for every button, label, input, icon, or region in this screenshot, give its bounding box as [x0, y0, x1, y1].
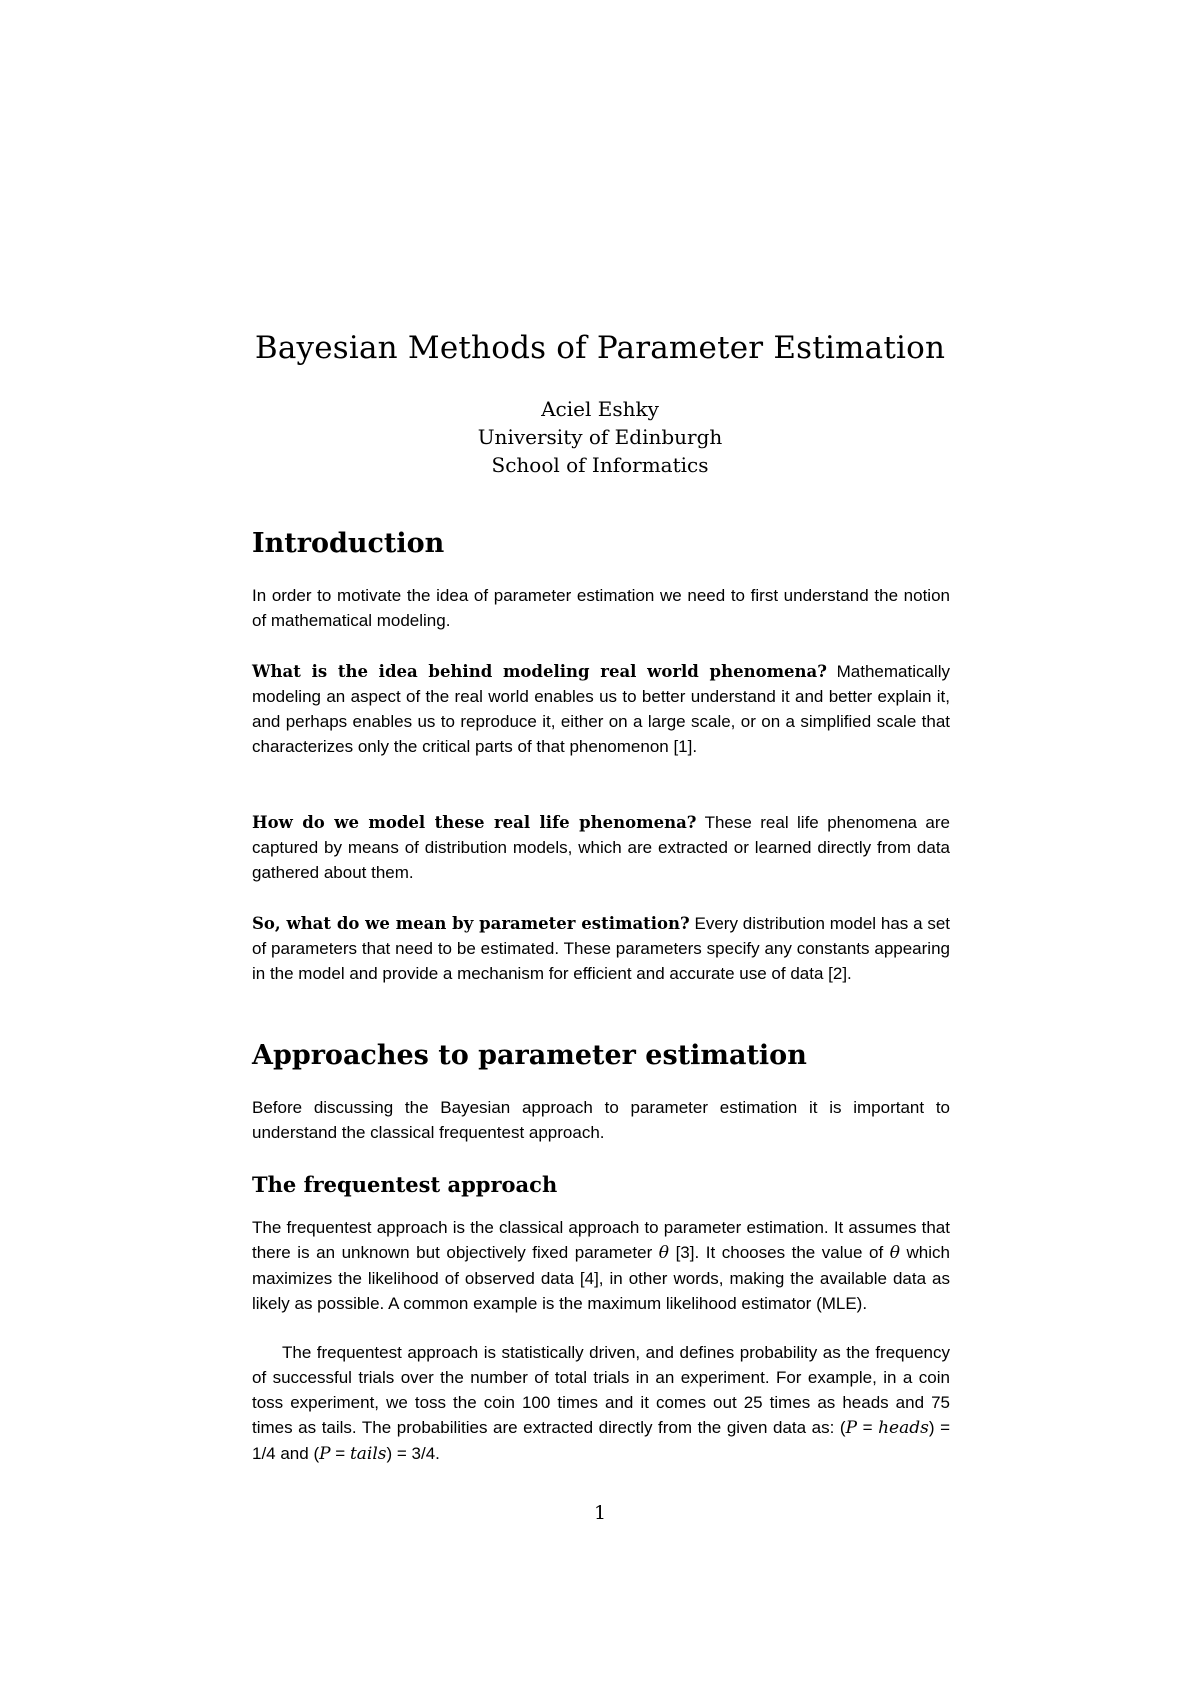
equals-sign: =: [857, 1418, 879, 1437]
question-3-text: Every distribution model has a set of parameters that need to be estimated. These parameters specify any constants appearing in the model and provide a mechanism for efficient and accurate use of data [2].: [252, 914, 950, 983]
intro-question-3: [252, 911, 950, 986]
paper-title: Bayesian Methods of Parameter Estimation: [254, 330, 946, 366]
equals-sign: =: [330, 1444, 350, 1463]
subsection-heading-frequentest: The frequentest approach: [252, 1172, 558, 1197]
frequentest-p1-part-c: which maximizes the likelihood of observed data [4], in other words, making the available data as likely as possible. A common example is the maximum likelihood estimator (MLE).: [252, 1243, 950, 1313]
probability-symbol: P: [319, 1444, 331, 1464]
question-1-lead: What is the idea behind modeling real world phenomena?: [252, 662, 827, 681]
frequentest-p1-part-a: The frequentest approach is the classical approach to parameter estimation. It assumes that there is an unknown but objectively fixed parameter: [252, 1218, 950, 1262]
section-heading-approaches: Approaches to parameter estimation: [252, 1040, 807, 1071]
page-number: 1: [593, 1502, 607, 1524]
approaches-text: Before discussing the Bayesian approach to parameter estimation it is important to understand the classical frequentest approach.: [252, 1098, 950, 1142]
section-heading-introduction: Introduction: [252, 528, 445, 559]
author-name: Aciel Eshky: [541, 397, 659, 421]
approaches-paragraph: [252, 1095, 950, 1145]
question-2-text: These real life phenomena are captured by means of distribution models, which are extracted or learned directly from data gathered about them.: [252, 813, 950, 882]
affiliation-school: School of Informatics: [491, 453, 709, 477]
question-1-text: Mathematically modeling an aspect of the real world enables us to better understand it and better explain it, and perhaps enables us to reproduce it, either on a large scale, or on a simplified scale that characterizes only the critical parts of that phenomenon [1].: [252, 662, 950, 756]
intro-paragraph: [252, 583, 950, 633]
section-introduction: [252, 528, 950, 559]
intro-question-2: [252, 810, 950, 885]
question-2-lead: How do we model these real life phenomena?: [252, 813, 697, 832]
frequentest-paragraph-2: [252, 1340, 950, 1467]
section-approaches: [252, 1040, 950, 1071]
intro-question-1: [252, 659, 950, 759]
affiliation-university: University of Edinburgh: [477, 425, 723, 449]
tails-term: tails: [349, 1444, 387, 1464]
subsection-frequentest: [252, 1172, 950, 1197]
frequentest-paragraph-1: [252, 1215, 950, 1316]
intro-text: In order to motivate the idea of parameter estimation we need to first understand the notion of mathematical modeling.: [252, 586, 950, 630]
author-block: [0, 395, 1200, 479]
frequentest-p2-part-c: ) = 3/4.: [386, 1444, 440, 1463]
probability-symbol: P: [845, 1418, 858, 1438]
question-3-lead: So, what do we mean by parameter estimation?: [252, 914, 690, 933]
frequentest-p1-part-b: [3]. It chooses the value of: [669, 1243, 890, 1262]
frequentest-p2-part-a: The frequentest approach is statistically driven, and defines probability as the frequency of successful trials over the number of total trials in an experiment. For example, in a coin toss experiment, we toss the coin 100 times and it comes out 25 times as heads and 75 times as tails. The probabilities are extracted directly from the given data as: (: [252, 1343, 950, 1437]
heads-term: heads: [878, 1418, 929, 1438]
theta-symbol: θ: [658, 1243, 670, 1263]
theta-symbol: θ: [889, 1243, 900, 1263]
frequentest-p2-part-b: ) = 1/4 and (: [252, 1418, 951, 1463]
